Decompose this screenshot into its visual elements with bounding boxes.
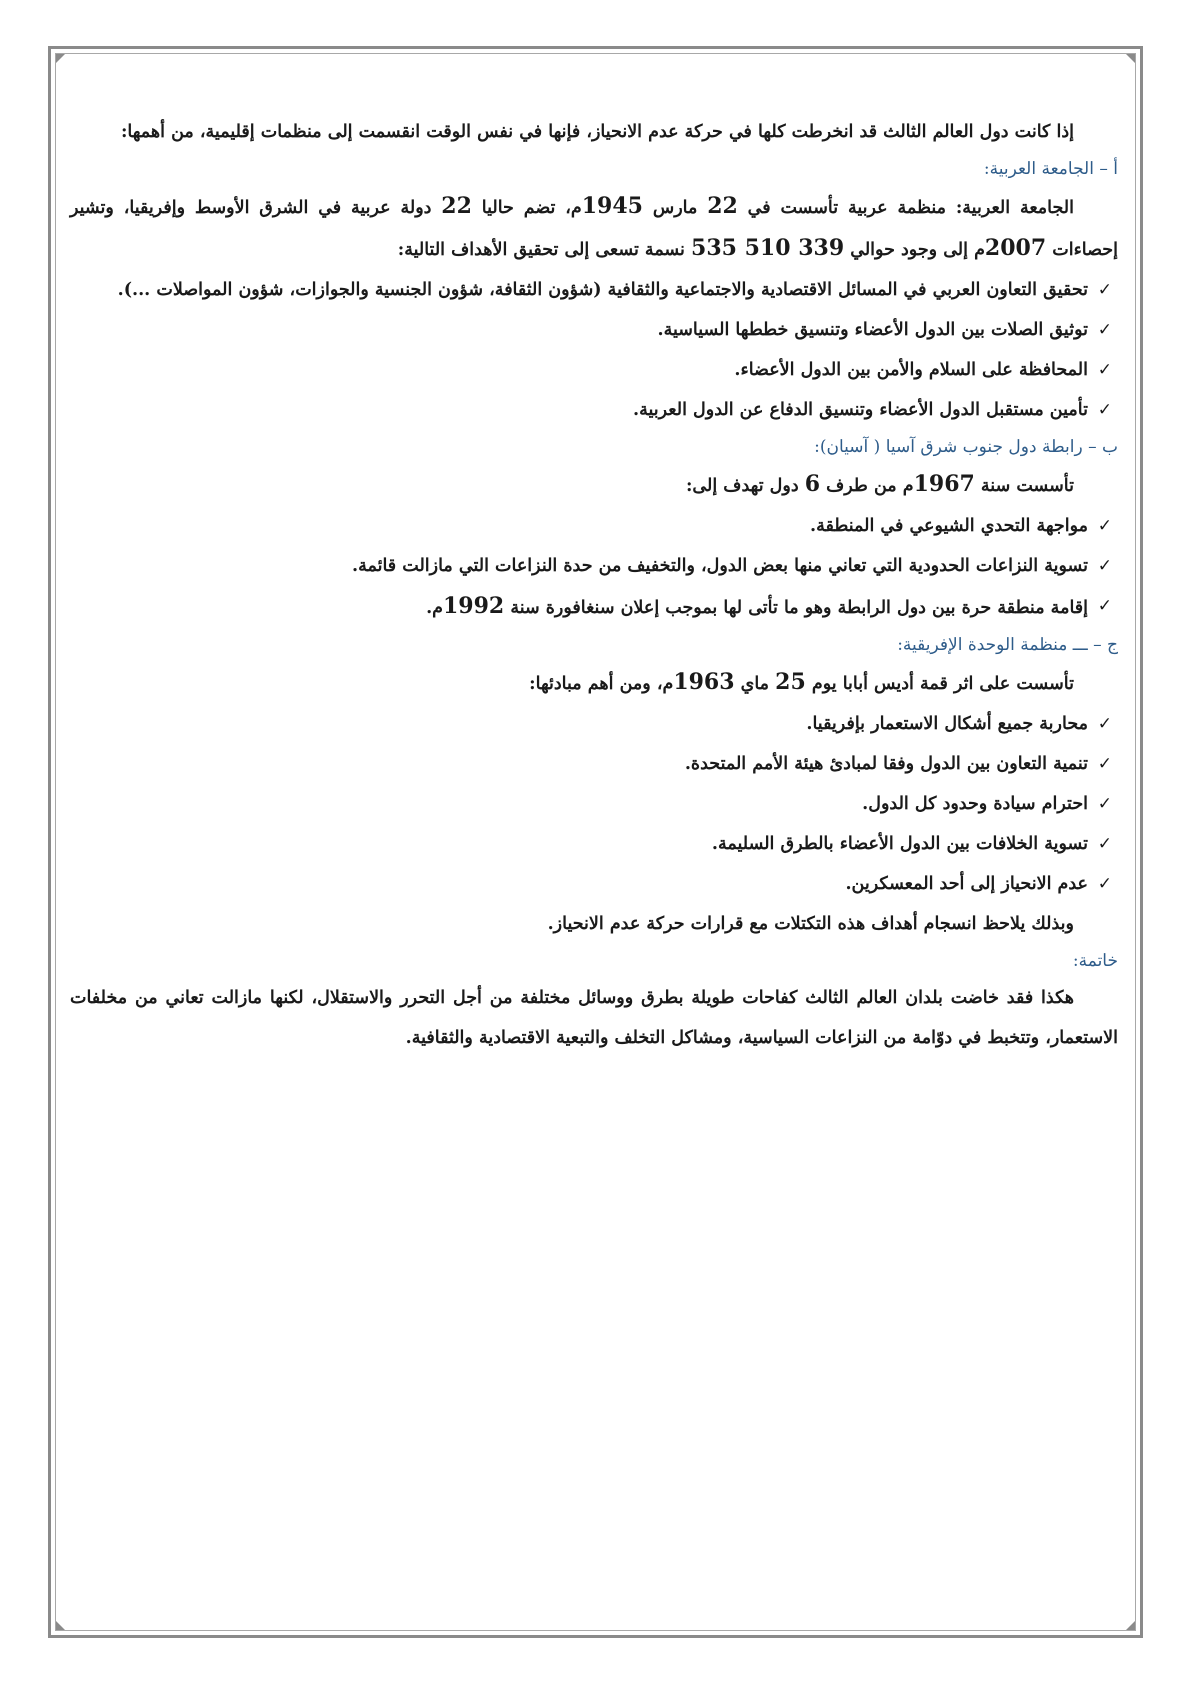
checkmark-icon: ✓ — [1097, 516, 1112, 536]
checkmark-icon: ✓ — [1097, 714, 1112, 734]
list-item: ✓ تأمين مستقبل الدول الأعضاء وتنسيق الدفاع عن الدول العربية. — [70, 390, 1118, 430]
checkmark-icon: ✓ — [1097, 874, 1112, 894]
checkmark-icon: ✓ — [1097, 556, 1112, 576]
checkmark-icon: ✓ — [1097, 320, 1112, 340]
oau-note: وبذلك يلاحظ انسجام أهداف هذه التكتلات مع قرارات حركة عدم الانحياز. — [547, 914, 1074, 934]
list-item: ✓ توثيق الصلات بين الدول الأعضاء وتنسيق خططها السياسية. — [70, 310, 1118, 350]
checkmark-icon: ✓ — [1097, 754, 1112, 774]
list-item: ✓ تسوية النزاعات الحدودية التي تعاني منها بعض الدول، والتخفيف من حدة النزاعات التي مازالت قائمة. — [70, 546, 1118, 586]
list-item: ✓ تسوية الخلافات بين الدول الأعضاء بالطرق السليمة. — [70, 824, 1118, 864]
oau-principles-list — [70, 704, 1118, 904]
asean-heading: ب – رابطة دول جنوب شرق آسيا ( آسيان): — [814, 437, 1118, 457]
corner-ornament-bottom-right — [1126, 1621, 1135, 1630]
intro-paragraph: إذا كانت دول العالم الثالث قد انخرطت كلها في حركة عدم الانحياز، فإنها في نفس الوقت انقسمت إلى منظمات إقليمية، من أهمها: — [120, 122, 1074, 142]
list-item: ✓ تحقيق التعاون العربي في المسائل الاقتصادية والاجتماعية والثقافية (شؤون الثقافة، شؤون الجنسية والجوازات، شؤون المواصلات ...). — [70, 270, 1118, 310]
arab-league-goals-list — [70, 270, 1118, 430]
list-item: ✓ عدم الانحياز إلى أحد المعسكرين. — [70, 864, 1118, 904]
arab-league-description: الجامعة العربية: منظمة عربية تأسست في 22 مارس 1945م، تضم حاليا 22 دولة عربية في الشرق الأوسط وإفريقيا، وتشير إحصاءات 2007م إلى وجود حوالي 339 510 535 نسمة تسعى إلى تحقيق الأهداف التالية: — [70, 193, 1118, 261]
checkmark-icon: ✓ — [1097, 400, 1112, 420]
conclusion-heading: خاتمة: — [1072, 951, 1118, 971]
list-item: ✓ مواجهة التحدي الشيوعي في المنطقة. — [70, 506, 1118, 546]
document-content — [70, 112, 1118, 1058]
checkmark-icon: ✓ — [1097, 794, 1112, 814]
list-item: ✓ احترام سيادة وحدود كل الدول. — [70, 784, 1118, 824]
arab-league-heading: أ – الجامعة العربية: — [983, 159, 1118, 179]
checkmark-icon: ✓ — [1097, 360, 1112, 380]
list-item: ✓ تنمية التعاون بين الدول وفقا لمبادئ هيئة الأمم المتحدة. — [70, 744, 1118, 784]
oau-heading: ج – ـــ منظمة الوحدة الإفريقية: — [897, 635, 1118, 655]
conclusion-paragraph: هكذا فقد خاضت بلدان العالم الثالث كفاحات طويلة بطرق ووسائل مختلفة من أجل التحرر والاستقلال، لكنها مازالت تعاني من مخلفات الاستعمار، وتتخبط في دوّامة من النزاعات السياسية، ومشاكل التخلف والتبعية الاقتصادية والثقافية. — [70, 988, 1118, 1048]
oau-description: تأسست على اثر قمة أديس أبابا يوم 25 ماي 1963م، ومن أهم مبادئها: — [529, 669, 1074, 695]
list-item: ✓ محاربة جميع أشكال الاستعمار بإفريقيا. — [70, 704, 1118, 744]
list-item: ✓ المحافظة على السلام والأمن بين الدول الأعضاء. — [70, 350, 1118, 390]
asean-description: تأسست سنة 1967م من طرف 6 دول تهدف إلى: — [685, 471, 1074, 497]
corner-ornament-bottom-left — [56, 1621, 65, 1630]
corner-ornament-top-right — [1126, 54, 1135, 63]
checkmark-icon: ✓ — [1097, 834, 1112, 854]
checkmark-icon: ✓ — [1097, 280, 1112, 300]
asean-goals-list — [70, 506, 1118, 628]
corner-ornament-top-left — [56, 54, 65, 63]
checkmark-icon: ✓ — [1097, 596, 1112, 616]
list-item: ✓ إقامة منطقة حرة بين دول الرابطة وهو ما تأتى لها بموجب إعلان سنغافورة سنة 1992م. — [70, 586, 1118, 628]
